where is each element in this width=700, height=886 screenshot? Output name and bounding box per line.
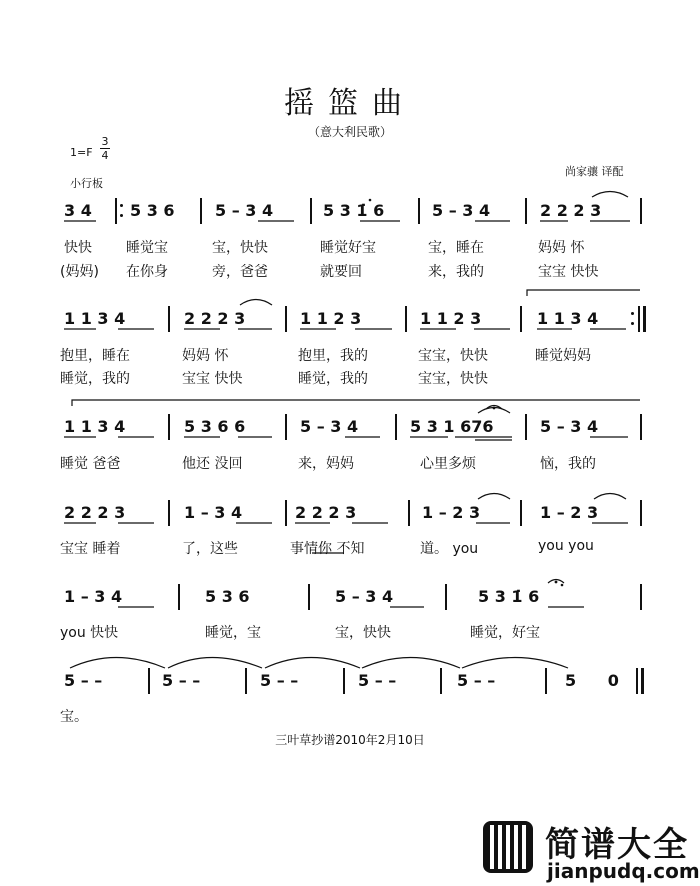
time-signature-top: 3	[101, 135, 109, 148]
measure-notes: 5 3 1̇ 6	[478, 587, 540, 606]
lyric-text: 心里多烦	[420, 456, 476, 472]
barline	[168, 414, 170, 440]
lyric-text: 宝宝 睡着	[60, 541, 121, 557]
barline	[178, 584, 180, 610]
measure-notes: 5 – –	[358, 671, 397, 690]
transcription-credit: 三叶草抄谱2010年2月10日	[275, 733, 425, 747]
barline	[440, 668, 442, 694]
logo-name: 简谱大全	[545, 825, 689, 865]
barline	[310, 198, 312, 224]
measure-notes: 5 – –	[162, 671, 201, 690]
barline	[168, 306, 170, 332]
barline	[545, 668, 547, 694]
lyric-text: 宝宝，快快	[418, 348, 488, 364]
measure-notes: 1 1 3 4	[64, 309, 126, 328]
measure-notes: 2 2 2 3	[540, 201, 602, 220]
barline	[285, 500, 287, 526]
song-subtitle: （意大利民歌）	[307, 125, 392, 139]
repeat-dot	[120, 204, 123, 207]
barline	[638, 306, 640, 332]
measure-notes: 2 2 2 3	[295, 503, 357, 522]
lyric-text: 妈妈 怀	[538, 240, 585, 256]
repeat-dot	[120, 214, 123, 217]
measure-notes: 1 1 3 4	[537, 309, 599, 328]
barline	[148, 668, 150, 694]
lyric-text: you 快快	[60, 625, 119, 641]
measure-notes: 5 – 3 4	[335, 587, 394, 606]
measure-notes: 1 – 2 3	[540, 503, 599, 522]
lyric-text: 就要回	[320, 264, 362, 280]
measure-notes: 5 3 6 6	[184, 417, 246, 436]
lyric-text: 睡觉宝	[126, 240, 168, 256]
lyric-text: 在你身	[126, 264, 168, 280]
measure-notes: 5 – 3 4	[300, 417, 359, 436]
measure-notes: 1 1 2 3	[300, 309, 362, 328]
barline	[245, 668, 247, 694]
logo-url: jianpudq.com	[547, 859, 700, 883]
barline	[395, 414, 397, 440]
lyric-text: 事情你 不知	[290, 541, 365, 557]
repeat-dot	[631, 322, 634, 325]
measure-notes: 1 – 3 4	[184, 503, 243, 522]
lyric-text: 睡觉，宝	[205, 625, 261, 641]
lyric-text: 睡觉妈妈	[535, 348, 591, 364]
barline	[525, 414, 527, 440]
measure-notes: 5 – 3 4	[540, 417, 599, 436]
barline	[640, 198, 642, 224]
lyric-text: 睡觉 爸爸	[60, 456, 121, 472]
barline	[445, 584, 447, 610]
lyric-text: 宝宝，快快	[418, 371, 488, 387]
measure-notes: 5 – –	[260, 671, 299, 690]
barline	[640, 500, 642, 526]
repeat-dot	[631, 312, 634, 315]
lyric-text: 宝，快快	[335, 625, 391, 641]
measure-notes: 5 3 6	[130, 201, 175, 220]
barline	[308, 584, 310, 610]
lyric-text: (妈妈)	[60, 264, 99, 280]
barline	[408, 500, 410, 526]
measure-notes: 1 – 2 3	[422, 503, 481, 522]
lyric-text: 宝宝 快快	[538, 264, 599, 280]
lyric-text: 宝，睡在	[428, 240, 484, 256]
lyric-text: 来，我的	[428, 264, 484, 280]
lyric-text: 来，妈妈	[298, 456, 354, 472]
barline	[520, 500, 522, 526]
measure-notes: 5 3 1 676	[410, 417, 494, 436]
key-signature: 1=F	[70, 146, 93, 159]
lyric-text: 宝，快快	[212, 240, 268, 256]
measure-notes: 1 – 3 4	[64, 587, 123, 606]
measure-notes: 2 2 2 3	[64, 503, 126, 522]
time-signature	[100, 135, 110, 162]
measure-notes: 5 3 6	[205, 587, 250, 606]
barline	[115, 198, 117, 224]
measure-notes: 1 1 3 4	[64, 417, 126, 436]
barline	[405, 306, 407, 332]
lyric-text: 道。 you	[420, 541, 479, 557]
measure-notes: 5 – –	[457, 671, 496, 690]
measure-notes: 5 3 1̇ 6	[323, 201, 385, 220]
end-repeat-barline	[643, 306, 646, 332]
barline	[200, 198, 202, 224]
measure-notes: 2 2 2 3	[184, 309, 246, 328]
barline	[640, 584, 642, 610]
lyric-text: 睡觉，好宝	[470, 625, 540, 641]
barline	[418, 198, 420, 224]
lyric-text: 旁，爸爸	[212, 264, 268, 280]
barline	[640, 414, 642, 440]
song-title: 摇篮曲	[284, 86, 416, 121]
measure-notes: 1 1 2 3	[420, 309, 482, 328]
arranger-credit: 尚家骧 译配	[565, 165, 624, 178]
measure-notes: 5 0	[565, 671, 619, 690]
lyric-text: 妈妈 怀	[182, 348, 229, 364]
lyric-text: 睡觉，我的	[60, 371, 130, 387]
lyric-text: 睡觉好宝	[320, 240, 376, 256]
lyric-text: 他还 没回	[182, 456, 243, 472]
lyric-text: 宝宝 快快	[182, 371, 243, 387]
barline	[636, 668, 638, 694]
lyric-text: 快快	[64, 240, 92, 256]
final-barline	[641, 668, 644, 694]
lyric-text: 睡觉，我的	[298, 371, 368, 387]
lyric-text: you you	[538, 538, 594, 554]
barline	[520, 306, 522, 332]
measure-notes: 3 4	[64, 201, 92, 220]
measure-notes: 5 – 3 4	[432, 201, 491, 220]
barline	[168, 500, 170, 526]
lyric-text: 抱里，睡在	[60, 348, 130, 364]
barline	[343, 668, 345, 694]
piano-icon	[483, 821, 533, 873]
barline	[285, 306, 287, 332]
site-logo	[475, 815, 700, 886]
tempo-marking: 小行板	[70, 177, 103, 190]
time-signature-bottom: 4	[101, 149, 109, 162]
lyric-text: 宝。	[60, 709, 88, 725]
lyric-text: 恼，我的	[540, 456, 596, 472]
measure-notes: 5 – –	[64, 671, 103, 690]
barline	[285, 414, 287, 440]
measure-notes: 5 – 3 4	[215, 201, 274, 220]
lyric-text: 了，这些	[182, 541, 238, 557]
lyric-text: 抱里，我的	[298, 348, 368, 364]
barline	[525, 198, 527, 224]
